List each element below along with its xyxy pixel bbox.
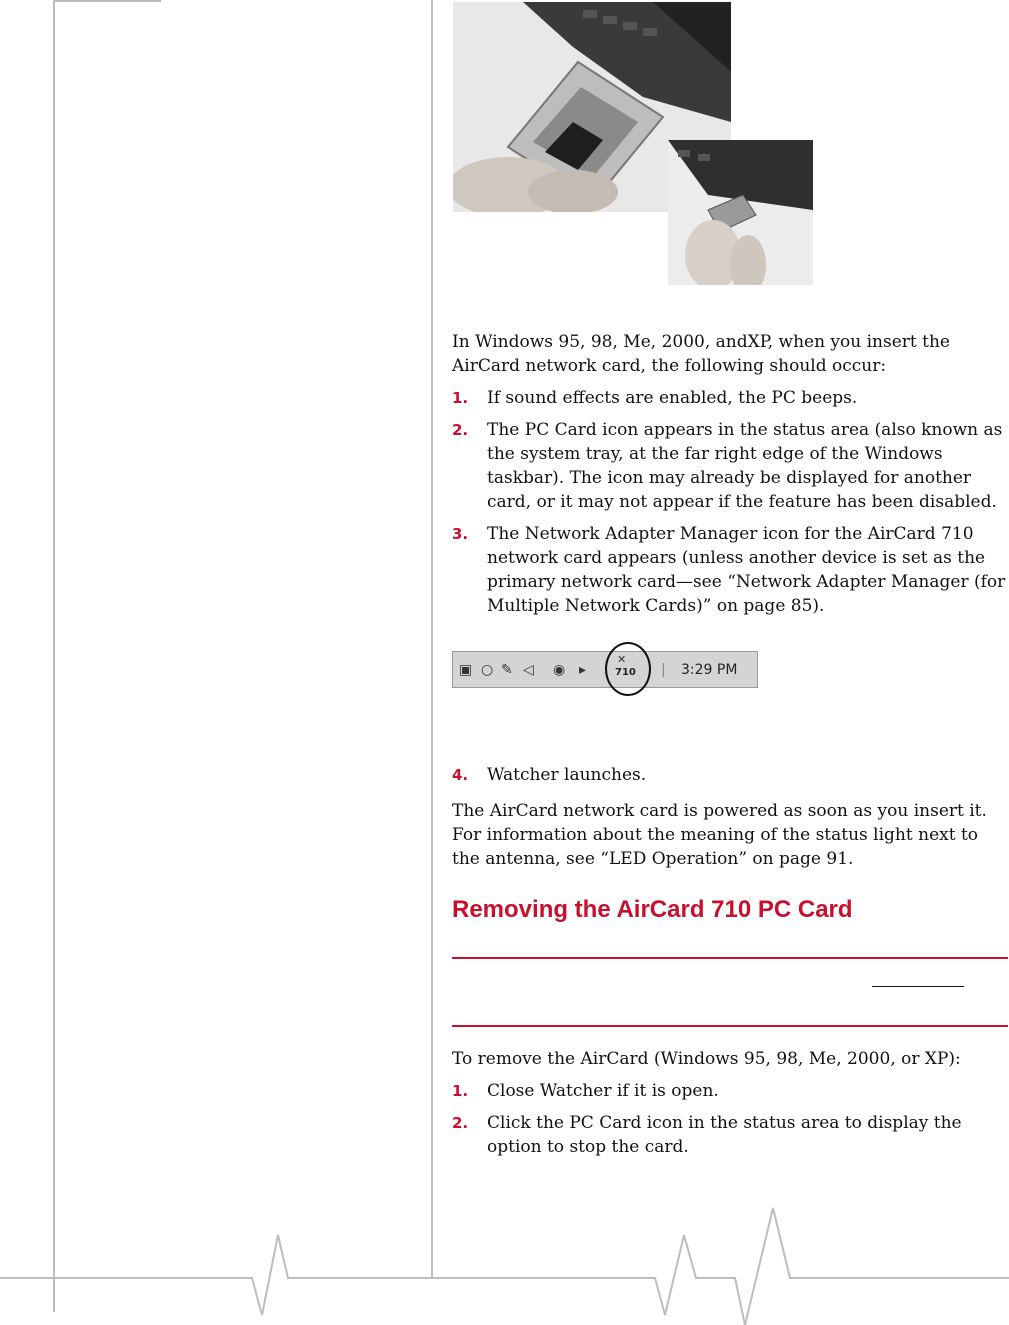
step-number: 4. xyxy=(452,766,469,784)
tray-clock: 3:29 PM xyxy=(681,662,738,678)
system-tray-screenshot xyxy=(452,651,758,688)
circle-icon: ○ xyxy=(481,662,494,678)
network-adapter-badge: 710 xyxy=(615,667,636,678)
step-text: The PC Card icon appears in the status area (also known as the system tray, at the far right edge of the Windows taskbar). The icon may already be displayed for another card, or it may not appear if the feature has been disabled. xyxy=(487,420,1003,512)
step-text: Close Watcher if it is open. xyxy=(487,1081,719,1101)
pen-icon: ✎ xyxy=(501,662,513,678)
step-number: 2. xyxy=(452,1114,469,1132)
speaker-icon: ◁ xyxy=(523,662,534,678)
step-text: Click the PC Card icon in the status area to display the option to stop the card. xyxy=(487,1113,962,1157)
remove-intro: To remove the AirCard (Windows 95, 98, Me, 2000, or XP): xyxy=(452,1049,961,1069)
note-short-rule xyxy=(872,986,964,987)
photo-card-in-slot xyxy=(668,140,813,285)
step-number: 1. xyxy=(452,389,469,407)
arrow-icon: ▸ xyxy=(579,662,587,678)
top-corner-line xyxy=(53,0,161,2)
note-rule-top xyxy=(452,957,1008,959)
network-adapter-icon: ✕ xyxy=(617,653,627,666)
eye-icon: ◉ xyxy=(553,662,566,678)
insert-intro: In Windows 95, 98, Me, 2000, andXP, when you insert the AirCard network card, the following should occur: xyxy=(452,332,950,376)
column-divider xyxy=(431,0,433,1278)
step-number: 2. xyxy=(452,421,469,439)
step-number: 3. xyxy=(452,525,469,543)
step-text: Watcher launches. xyxy=(487,765,647,785)
separator: | xyxy=(661,662,666,678)
note-rule-bottom xyxy=(452,1025,1008,1027)
section-heading: Removing the AirCard 710 PC Card xyxy=(452,896,853,923)
highlight-circle xyxy=(605,642,651,696)
pc-card-icon: ▣ xyxy=(459,662,473,678)
left-margin-line xyxy=(53,0,55,1312)
power-note: The AirCard network card is powered as soon as you insert it. For information about the meaning of the status light next to the antenna, see “LED Operation” on page 91. xyxy=(452,801,987,869)
step-text: The Network Adapter Manager icon for the AirCard 710 network card appears (unless another device is set as the primary network card—see “Network Adapter Manager (for Multiple Network Cards)” on page 85). xyxy=(487,524,1006,616)
step-number: 1. xyxy=(452,1082,469,1100)
step-text: If sound effects are enabled, the PC beeps. xyxy=(487,388,858,408)
